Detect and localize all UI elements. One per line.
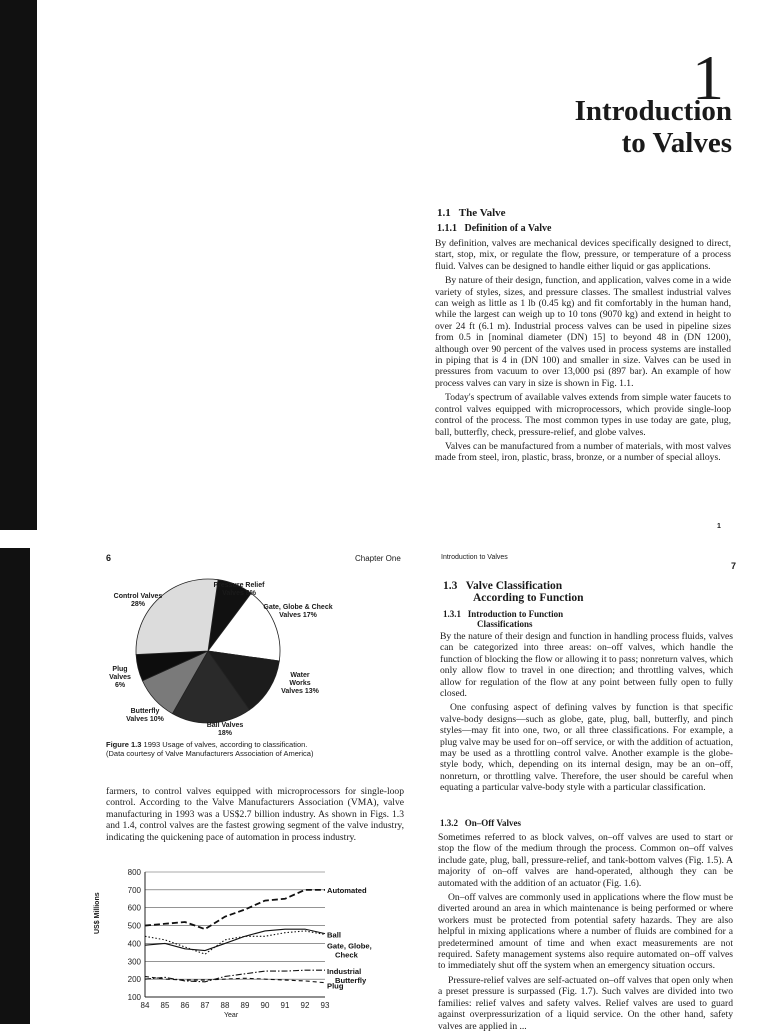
pie-label-water: Water Works Valves 13% xyxy=(281,672,319,695)
y-tick-label: 800 xyxy=(127,868,141,877)
x-axis-label: Year xyxy=(224,1012,239,1019)
paragraph: By nature of their design, function, and application, valves come in a wide variety of styles, sizes, and pressure classes. The smallest industrial valves can weigh as little as 1 lb (0.45 kg) and fit comfortably in the human hand, while the largest can weigh up to 10 tons (9070 kg) and extend in height to over 24 ft (6.1 m). Industrial process valves can be used in pipeline sizes from 0.5 in [nominal diameter (DN) 15] to beyond 48 in (DN 1200), although over 90 percent of the valves used in process systems are installed in piping that is 4 in (DN 100) and smaller in size. Valves can be used in pressures from vacuum to over 13,000 psi (897 bar). An example of how process valves can vary in size is shown in Fig. 1.1. xyxy=(435,275,731,389)
x-tick-label: 92 xyxy=(300,1001,310,1010)
subsection-heading-1-3-1 xyxy=(443,609,563,629)
figure-caption xyxy=(106,740,326,758)
chapter-title xyxy=(432,95,732,159)
figure-caption-text: 1993 Usage of valves, according to classification. (Data courtesy of Valve Manufacturers Association of America) xyxy=(106,740,314,758)
line-chart-ticks xyxy=(128,868,372,1010)
subsection-heading-1-3-2: 1.3.2 On–Off Valves xyxy=(440,818,522,828)
y-tick-label: 700 xyxy=(127,885,141,895)
series-label: Plug xyxy=(327,981,344,991)
series-label: Ball xyxy=(327,930,341,940)
pie-label-butterfly: Butterfly Valves 10% xyxy=(126,708,164,723)
section-heading: 1.1 The Valve xyxy=(437,207,506,219)
section-heading-1-3 xyxy=(443,580,584,604)
figure-caption-label: Figure 1.3 xyxy=(106,740,142,749)
x-tick-label: 84 xyxy=(140,1001,150,1010)
paragraph: Sometimes referred to as block valves, on–off valves are used to start or stop the flow of the medium through the process. Common on–off valves include gate, plug, ball, pressure-relief, and tank-bottom valves (Fig. 1.5). A majority of on–off valves are hand-operated, although they can be automated with the addition of an actuator (Fig. 1.6). xyxy=(438,832,733,889)
pie-label-plug: Plug Valves 6% xyxy=(109,666,131,689)
chapter-number: 1 xyxy=(692,42,724,113)
x-tick-label: 85 xyxy=(160,1001,170,1010)
y-tick-label: 600 xyxy=(127,903,141,913)
series-line xyxy=(145,976,325,982)
x-tick-label: 90 xyxy=(260,1001,270,1010)
series-label: Gate, Globe, Check xyxy=(327,941,372,960)
series-label: Automated xyxy=(327,885,367,895)
paragraph: By the nature of their design and function in handling process fluids, valves can be categorized into three areas: on–off valves, which handle the function of blocking the flow or allowing it to pass; nonreturn valves, which only allow flow to travel in one direction; and throttling valves, which allow for regulation of the flow at any point between fully open to fully closed. xyxy=(440,631,733,700)
binding-edge-top xyxy=(0,0,37,530)
series-label: Industrial Butterfly xyxy=(327,967,367,986)
pie-label-control: Control Valves 28% xyxy=(113,593,163,608)
chapter-title-line1: Introduction xyxy=(574,95,732,127)
series-line xyxy=(145,931,325,954)
series-line xyxy=(145,970,325,982)
y-tick-label: 400 xyxy=(127,939,141,949)
paragraph: Today's spectrum of available valves extends from simple water faucets to control valves equipped with microprocessors, which provide single-loop control of the process. The most common types in use today are gate, plug, ball, butterfly, check, pressure-relief, and globe valves. xyxy=(435,392,731,438)
page-number-top: 1 xyxy=(717,523,721,530)
running-head-right: Introduction to Valves xyxy=(441,554,508,561)
series-line xyxy=(145,890,325,929)
paragraph: By definition, valves are mechanical devices specifically designed to direct, start, stop, mix, or regulate the flow, pressure, or temperature of a process fluid. Valves can be designed to handle either liquid or gas applications. xyxy=(435,238,731,272)
x-tick-label: 91 xyxy=(280,1001,290,1010)
x-tick-label: 88 xyxy=(220,1001,230,1010)
x-tick-label: 86 xyxy=(180,1001,190,1010)
series-line xyxy=(145,929,325,950)
section-line1: 1.3 Valve Classification xyxy=(443,580,563,592)
y-tick-label: 200 xyxy=(127,975,141,985)
binding-edge-bottom xyxy=(0,548,30,1024)
subsection-heading: 1.1.1 Definition of a Valve xyxy=(437,223,552,234)
x-tick-label: 89 xyxy=(240,1001,250,1010)
right-body-2 xyxy=(438,832,733,1032)
y-tick-label: 500 xyxy=(127,921,141,931)
right-body-1 xyxy=(440,631,733,797)
pie-label-gate: Gate, Globe & Check Valves 17% xyxy=(263,604,333,619)
pie-label-pressure-relief: Pressure Relief Valves 8% xyxy=(213,582,265,597)
x-tick-label: 87 xyxy=(200,1001,210,1010)
paragraph: On–off valves are commonly used in applications where the flow must be diverted around an area in which maintenance is being performed or where workers must be protected from potential safety hazards. They are also helpful in mixing applications where a number of fluids are combined for a predetermined amount of time and when exact measurements are not required. Safety management systems also require automated on–off valves to immediately shut off the system when an emergency situation occurs. xyxy=(438,892,733,972)
paragraph: Valves can be manufactured from a number of materials, with most valves made from steel, iron, plastic, brass, bronze, or a number of special alloys. xyxy=(435,440,731,464)
y-tick-label: 100 xyxy=(127,993,141,1002)
paragraph: Pressure-relief valves are self-actuated on–off valves that open only when a preset pressure is surpassed (Fig. 1.7). Such valves are divided into two families: relief valves and safety valves. Relief valves are used to guard against overpressurization of a liquid service. On the other hand, safety valves are applied in ... xyxy=(438,974,733,1032)
x-tick-label: 93 xyxy=(320,1001,330,1010)
page-number-left: 6 xyxy=(106,553,112,563)
subsection-line1: 1.3.1 Introduction to Function xyxy=(443,609,564,619)
y-axis-label: US$ Millions xyxy=(94,892,101,934)
running-head-left: Chapter One xyxy=(355,554,401,563)
paragraph: One confusing aspect of defining valves by function is that specific valve-body designs—such as globe, gate, plug, ball, butterfly, and pinch styles—may fit into one, two, or all three classifications. For example, a plug valve may be used for on–off service, or with the addition of actuation, may be used as a throttling control valve. Another example is the globe-style body, which, depending on its internal design, may be an on–off, nonreturn, or throttling valve. Therefore, the user should be careful when equating a particular valve-body style with a particular classification. xyxy=(440,702,733,794)
pie-label-ball: Ball Valves 18% xyxy=(206,722,244,737)
line-chart xyxy=(100,860,390,1024)
chapter-title-line2: to Valves xyxy=(621,127,732,159)
left-body: farmers, to control valves equipped with microprocessors for single-loop control. According to the Valve Manufacturers Association (VMA), valve manufacturing in 1993 was a US$2.7 billion industry. As shown in Figs. 1.3 and 1.4, control valves are the fastest growing segment of the valve industry, indicating the quickening pace of automation in process industry. xyxy=(106,786,404,843)
page-number-right: 7 xyxy=(731,561,737,571)
line-chart-series xyxy=(145,890,325,983)
y-tick-label: 300 xyxy=(127,957,141,967)
section-line2: According to Function xyxy=(473,592,584,604)
subsection-line2: Classifications xyxy=(477,619,533,629)
intro-body xyxy=(435,238,731,467)
